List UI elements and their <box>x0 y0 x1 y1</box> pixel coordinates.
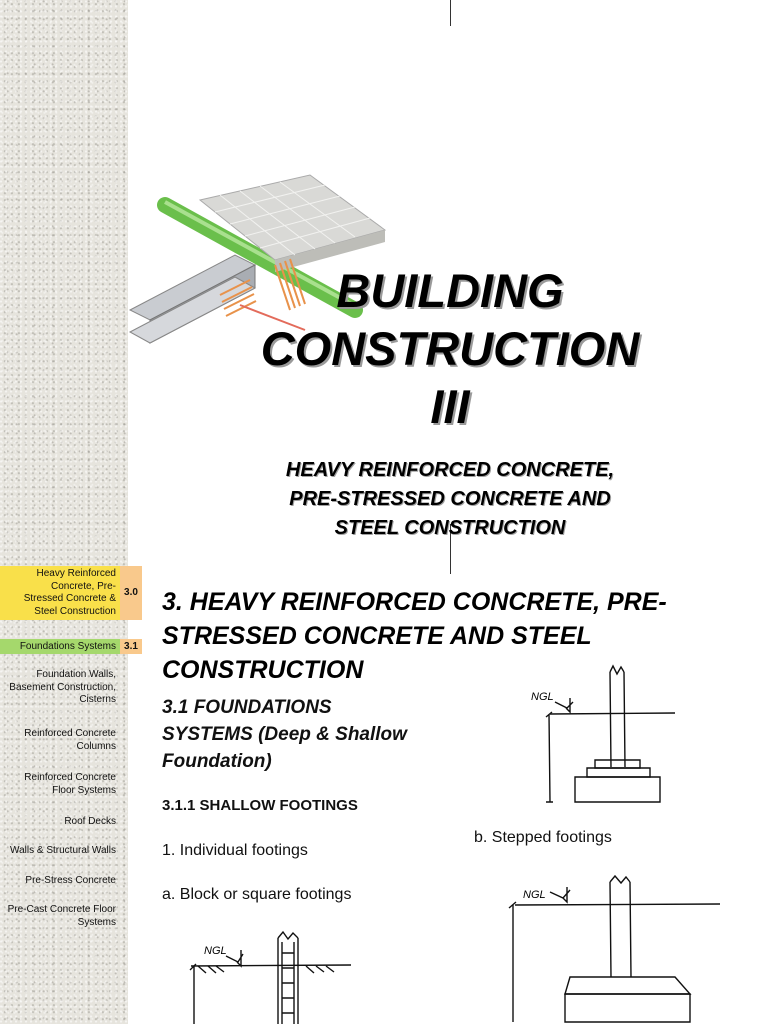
sidebar-item-label: Foundation Walls, Basement Construction, Cisterns <box>9 669 116 705</box>
sidebar-item-label: Reinforced Concrete Columns <box>24 728 116 752</box>
spread-footing-sketch <box>495 872 725 1024</box>
subtitle-line-3: STEEL CONSTRUCTION <box>334 517 566 539</box>
sidebar-item-reinforced-concrete-columns[interactable] <box>0 728 150 753</box>
document-subtitle <box>200 456 700 543</box>
sidebar-item-foundations-systems[interactable] <box>0 639 150 654</box>
section-heading: 3. HEAVY REINFORCED CONCRETE, PRE-STRESSED CONCRETE AND STEEL CONSTRUCTION <box>162 588 667 684</box>
sidebar-item-label: Heavy Reinforced Concrete, Pre-Stressed Concrete & Steel Construction <box>0 566 120 620</box>
stepped-footing-sketch <box>525 662 685 812</box>
subsubsection-heading: 3.1.1 SHALLOW FOOTINGS <box>162 797 358 814</box>
subtitle-line-2: PRE-STRESSED CONCRETE AND <box>289 488 611 510</box>
sidebar-item-number: 3.1 <box>120 639 142 654</box>
sidebar-item-foundation-walls[interactable] <box>0 669 150 707</box>
title-line-1: BUILDING <box>336 264 564 317</box>
sidebar-item-label: Roof Decks <box>64 816 116 827</box>
ngl-label: NGL <box>523 889 546 901</box>
sidebar-item-label: Pre-Stress Concrete <box>25 875 116 886</box>
sidebar-item-pre-cast-concrete-floor-systems[interactable] <box>0 904 150 929</box>
subsection-heading: 3.1 FOUNDATIONS SYSTEMS (Deep & Shallow Foundation) <box>162 697 407 772</box>
top-tick-mark <box>450 0 451 26</box>
ngl-label: NGL <box>531 691 554 703</box>
title-line-2: CONSTRUCTION <box>260 322 640 375</box>
sidebar-item-roof-decks[interactable] <box>0 816 150 829</box>
item-individual-footings: 1. Individual footings <box>162 842 308 859</box>
ngl-label: NGL <box>204 945 227 957</box>
sidebar-item-label: Foundations Systems <box>0 639 120 654</box>
sidebar-item-number: 3.0 <box>120 566 142 620</box>
subtitle-line-1: HEAVY REINFORCED CONCRETE, <box>285 459 615 481</box>
sidebar-item-reinforced-concrete-floor-systems[interactable] <box>0 772 150 797</box>
item-stepped-footings: b. Stepped footings <box>474 829 612 846</box>
sidebar-background <box>0 0 128 1024</box>
title-line-3: III <box>430 380 470 433</box>
block-footing-sketch <box>186 928 356 1024</box>
sidebar-item-pre-stress-concrete[interactable] <box>0 875 150 888</box>
sidebar-item-label: Pre-Cast Concrete Floor Systems <box>7 904 116 928</box>
sidebar-item-label: Reinforced Concrete Floor Systems <box>24 772 116 796</box>
sidebar-item-walls-structural-walls[interactable] <box>0 845 150 858</box>
sidebar-item-label: Walls & Structural Walls <box>10 845 116 856</box>
document-title <box>200 262 700 436</box>
sidebar-item-heavy-reinforced-concrete[interactable] <box>0 566 150 620</box>
item-block-footings: a. Block or square footings <box>162 886 352 903</box>
